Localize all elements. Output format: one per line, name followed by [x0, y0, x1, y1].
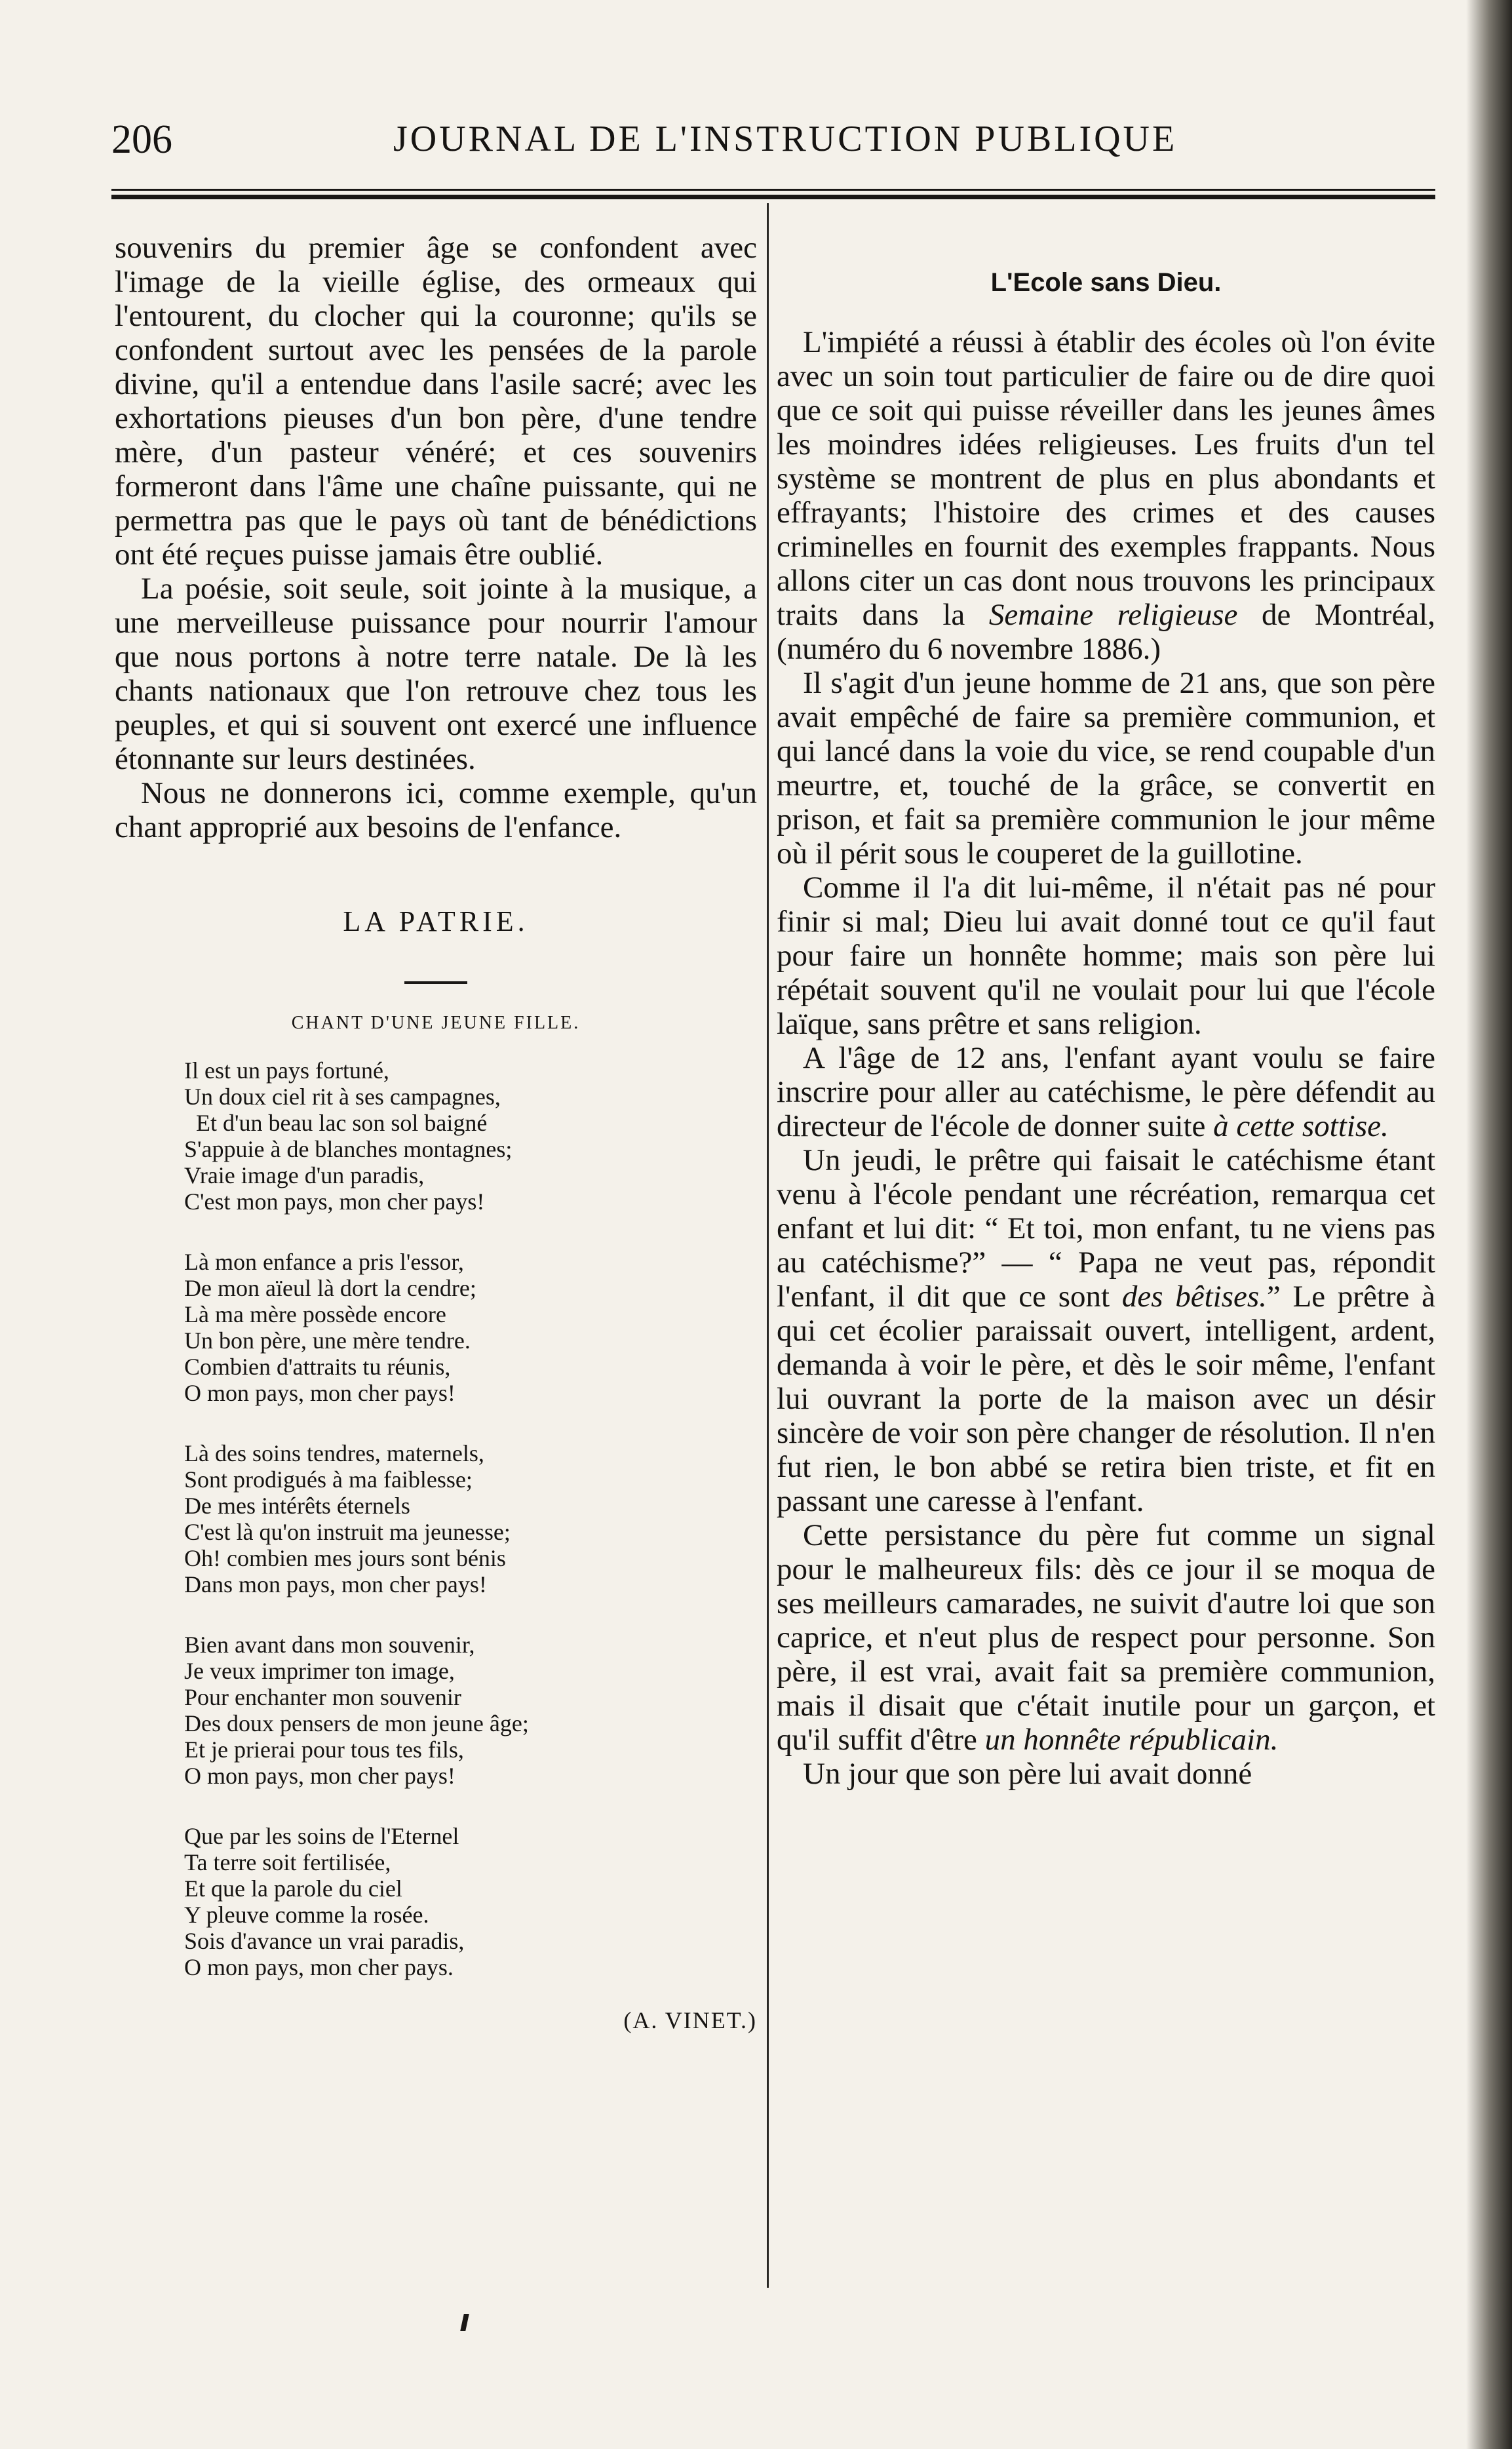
paragraph-age-de-12-ans	[777, 1041, 1435, 1143]
header-rule-thick	[111, 195, 1435, 199]
italic-run: des bêtises.	[1121, 1280, 1267, 1314]
right-column	[777, 259, 1435, 1791]
poem	[115, 1057, 757, 1980]
paragraph-exemple: Nous ne donnerons ici, comme exemple, qu'un chant approprié aux besoins de l'enfance.	[115, 776, 757, 844]
verse: Il est un pays fortuné,	[184, 1057, 389, 1084]
header-rule-thin	[111, 189, 1435, 191]
paragraph-comme-il-la-dit: Comme il l'a dit lui-même, il n'était pas né pour finir si mal; Dieu lui avait donné tout ce qu'il faut pour faire un honnête homme; mais son père lui répétait souvent qu'il ne voulait pour lui que l'école laïque, sans prêtre et sans religion.	[777, 871, 1435, 1041]
verse: S'appuie à de blanches montagnes;	[184, 1136, 513, 1162]
paragraph-un-jeudi	[777, 1143, 1435, 1518]
verse: Y pleuve comme la rosée.	[184, 1902, 429, 1928]
running-title: JOURNAL DE L'INSTRUCTION PUBLIQUE	[393, 119, 1178, 159]
verse: Sois d'avance un vrai paradis,	[184, 1928, 465, 1954]
verse: C'est là qu'on instruit ma jeunesse;	[184, 1519, 511, 1545]
verse: Bien avant dans mon souvenir,	[184, 1632, 475, 1658]
text-run: A l'âge de 12 ans, l'enfant ayant voulu se faire inscrire pour aller au catéchisme, le père défendit au directeur de l'école de donner suite	[777, 1041, 1435, 1143]
article-title: L'Ecole sans Dieu.	[990, 268, 1222, 297]
verse: Un doux ciel rit à ses campagnes,	[184, 1084, 501, 1110]
paragraph-jeune-homme: Il s'agit d'un jeune homme de 21 ans, que son père avait empêché de faire sa première communion, et qui lancé dans la voie du vice, se rend coupable d'un meurtre, et, touché de la grâce, se convertit en prison, et fait sa première communion le jour même où il périt sous le couperet de la guillotine.	[777, 666, 1435, 871]
verse: De mon aïeul là dort la cendre;	[184, 1275, 476, 1301]
stanza-5	[184, 1823, 757, 1980]
verse: O mon pays, mon cher pays!	[184, 1763, 456, 1789]
verse: Vraie image d'un paradis,	[184, 1162, 425, 1188]
page-number: 206	[111, 117, 172, 162]
poem-subtitle: CHANT D'UNE JEUNE FILLE.	[291, 1013, 581, 1033]
italic-run: un honnête républicain.	[984, 1723, 1279, 1757]
poem-title: LA PATRIE.	[343, 905, 529, 937]
paragraph-souvenirs: souvenirs du premier âge se confondent avec l'image de la vieille église, des ormeaux qui l'entourent, du clocher qui la couronne; qu'ils se confondent surtout avec les pensées de la parole divine, qu'il a entendue dans l'asile sacré; avec les exhortations pieuses d'un bon père, d'une tendre mère, d'un pasteur vénéré; et ces souvenirs formeront dans l'âme une chaîne puissante, qui ne permettra pas que le pays où tant de bénédictions ont été reçues puisse jamais être oublié.	[115, 231, 757, 572]
page-header	[0, 111, 1512, 184]
text-run: Un jeudi, le prêtre qui faisait le catéchisme étant venu à l'école pendant une récréation, remarqua cet enfant et lui dit: “ Et toi, mon enfant, tu ne viens pas au catéchisme?” — “ Papa ne veut pas, répondit l'enfant, il dit que ce sont	[777, 1143, 1435, 1314]
verse: O mon pays, mon cher pays!	[184, 1380, 456, 1406]
paragraph-poesie: La poésie, soit seule, soit jointe à la musique, a une merveilleuse puissance pour nourrir l'amour que nous portons à notre terre natale. De là les chants nationaux que l'on retrouve chez tous les peuples, et qui si souvent ont exercé une influence étonnante sur leurs destinées.	[115, 572, 757, 776]
stanza-4	[184, 1632, 757, 1789]
verse: Un bon père, une mère tendre.	[184, 1327, 471, 1354]
text-run: ” Le prêtre à qui cet écolier paraissait ouvert, intelligent, ardent, demanda à voir le père, et dès le soir même, l'enfant lui ouvrant la porte de la maison avec un désir sincère de voir son père changer de résolution. Il n'en fut rien, le bon abbé se retira bien triste, et fit en passant une caresse à l'enfant.	[777, 1280, 1435, 1518]
verse: Et d'un beau lac son sol baigné	[196, 1110, 488, 1136]
stanza-2	[184, 1249, 757, 1406]
stanza-1	[184, 1057, 757, 1215]
paragraph-un-jour: Un jour que son père lui avait donné	[803, 1757, 1252, 1791]
verse: Oh! combien mes jours sont bénis	[184, 1545, 506, 1571]
verse: Et je prierai pour tous tes fils,	[184, 1736, 464, 1763]
column-divider	[767, 203, 769, 2288]
verse: Que par les soins de l'Eternel	[184, 1823, 459, 1849]
verse: O mon pays, mon cher pays.	[184, 1954, 454, 1980]
poem-title-rule	[404, 981, 467, 984]
ink-mark	[460, 2314, 469, 2331]
verse: Et que la parole du ciel	[184, 1875, 402, 1902]
verse: Des doux pensers de mon jeune âge;	[184, 1710, 529, 1736]
text-run: Cette persistance du père fut comme un signal pour le malheureux fils: dès ce jour il se moqua de ses meilleurs camarades, ne suivit d'autre loi que son caprice, et n'eut plus de respect pour personne. Son père, il est vrai, avait fait sa première communion, mais il disait que c'était inutile pour un garçon, et qu'il suffit d'être	[777, 1518, 1435, 1757]
paragraph-persistance	[777, 1518, 1435, 1757]
verse: Ta terre soit fertilisée,	[184, 1849, 391, 1875]
left-column	[115, 231, 757, 2034]
verse: Là ma mère possède encore	[184, 1301, 446, 1327]
verse: De mes intérêts éternels	[184, 1493, 410, 1519]
verse: Là mon enfance a pris l'essor,	[184, 1249, 464, 1275]
italic-run: à cette sottise.	[1213, 1109, 1389, 1143]
verse: Dans mon pays, mon cher pays!	[184, 1571, 487, 1597]
verse: Sont prodigués à ma faiblesse;	[184, 1466, 473, 1493]
italic-run: Semaine religieuse	[988, 598, 1238, 632]
poem-author: (A. VINET.)	[623, 2007, 757, 2033]
verse: Pour enchanter mon souvenir	[184, 1684, 461, 1710]
verse: Combien d'attraits tu réunis,	[184, 1354, 451, 1380]
verse: Là des soins tendres, maternels,	[184, 1440, 484, 1466]
text-run: L'impiété a réussi à établir des écoles où l'on évite avec un soin tout particulier de faire ou de dire quoi que ce soit qui puisse réveiller dans les jeunes âmes les moindres idées religieuses. Les fruits d'un tel système se montrent de plus en plus abondants et effrayants; l'histoire des crimes et des causes criminelles en fournit des exemples frappants. Nous allons citer un cas dont nous trouvons les principaux traits dans la	[777, 325, 1435, 632]
paragraph-impiete	[777, 325, 1435, 666]
page-edge-shadow	[1466, 0, 1512, 2449]
verse: C'est mon pays, mon cher pays!	[184, 1188, 485, 1215]
text-run: de Montréal, (numéro du 6 novembre 1886.)	[777, 598, 1435, 666]
stanza-3	[184, 1440, 757, 1597]
verse: Je veux imprimer ton image,	[184, 1658, 455, 1684]
